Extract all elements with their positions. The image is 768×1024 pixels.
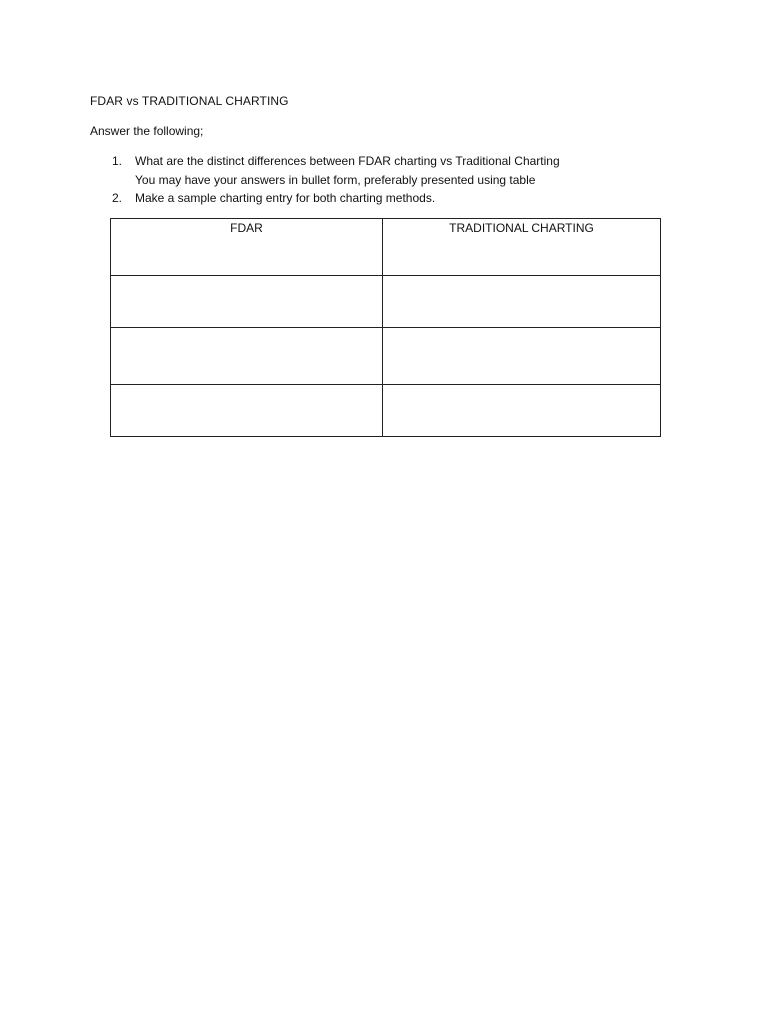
answer-table xyxy=(110,218,661,437)
traditional-charting-column-header: TRADITIONAL CHARTING xyxy=(383,219,661,276)
table-header-row xyxy=(111,219,661,276)
question-number: 1. xyxy=(112,154,123,168)
instruction-text: Answer the following; xyxy=(90,124,204,138)
question-item-1 xyxy=(90,152,650,189)
table-row xyxy=(111,276,661,328)
question-line: What are the distinct differences between FDAR charting vs Traditional Charting xyxy=(135,154,560,168)
question-text xyxy=(135,189,650,208)
question-line: Make a sample charting entry for both charting methods. xyxy=(135,191,436,205)
traditional-answer-cell[interactable] xyxy=(383,328,661,385)
traditional-answer-cell[interactable] xyxy=(383,385,661,437)
fdar-answer-cell[interactable] xyxy=(111,385,383,437)
fdar-answer-cell[interactable] xyxy=(111,276,383,328)
question-line: You may have your answers in bullet form, preferably presented using table xyxy=(135,172,536,187)
table-row xyxy=(111,385,661,437)
document-title: FDAR vs TRADITIONAL CHARTING xyxy=(90,94,289,108)
table-row xyxy=(111,328,661,385)
question-item-2 xyxy=(90,189,650,208)
question-number: 2. xyxy=(112,191,123,205)
fdar-answer-cell[interactable] xyxy=(111,328,383,385)
fdar-column-header: FDAR xyxy=(111,219,383,276)
question-list xyxy=(90,152,650,208)
traditional-answer-cell[interactable] xyxy=(383,276,661,328)
question-text xyxy=(135,152,650,189)
